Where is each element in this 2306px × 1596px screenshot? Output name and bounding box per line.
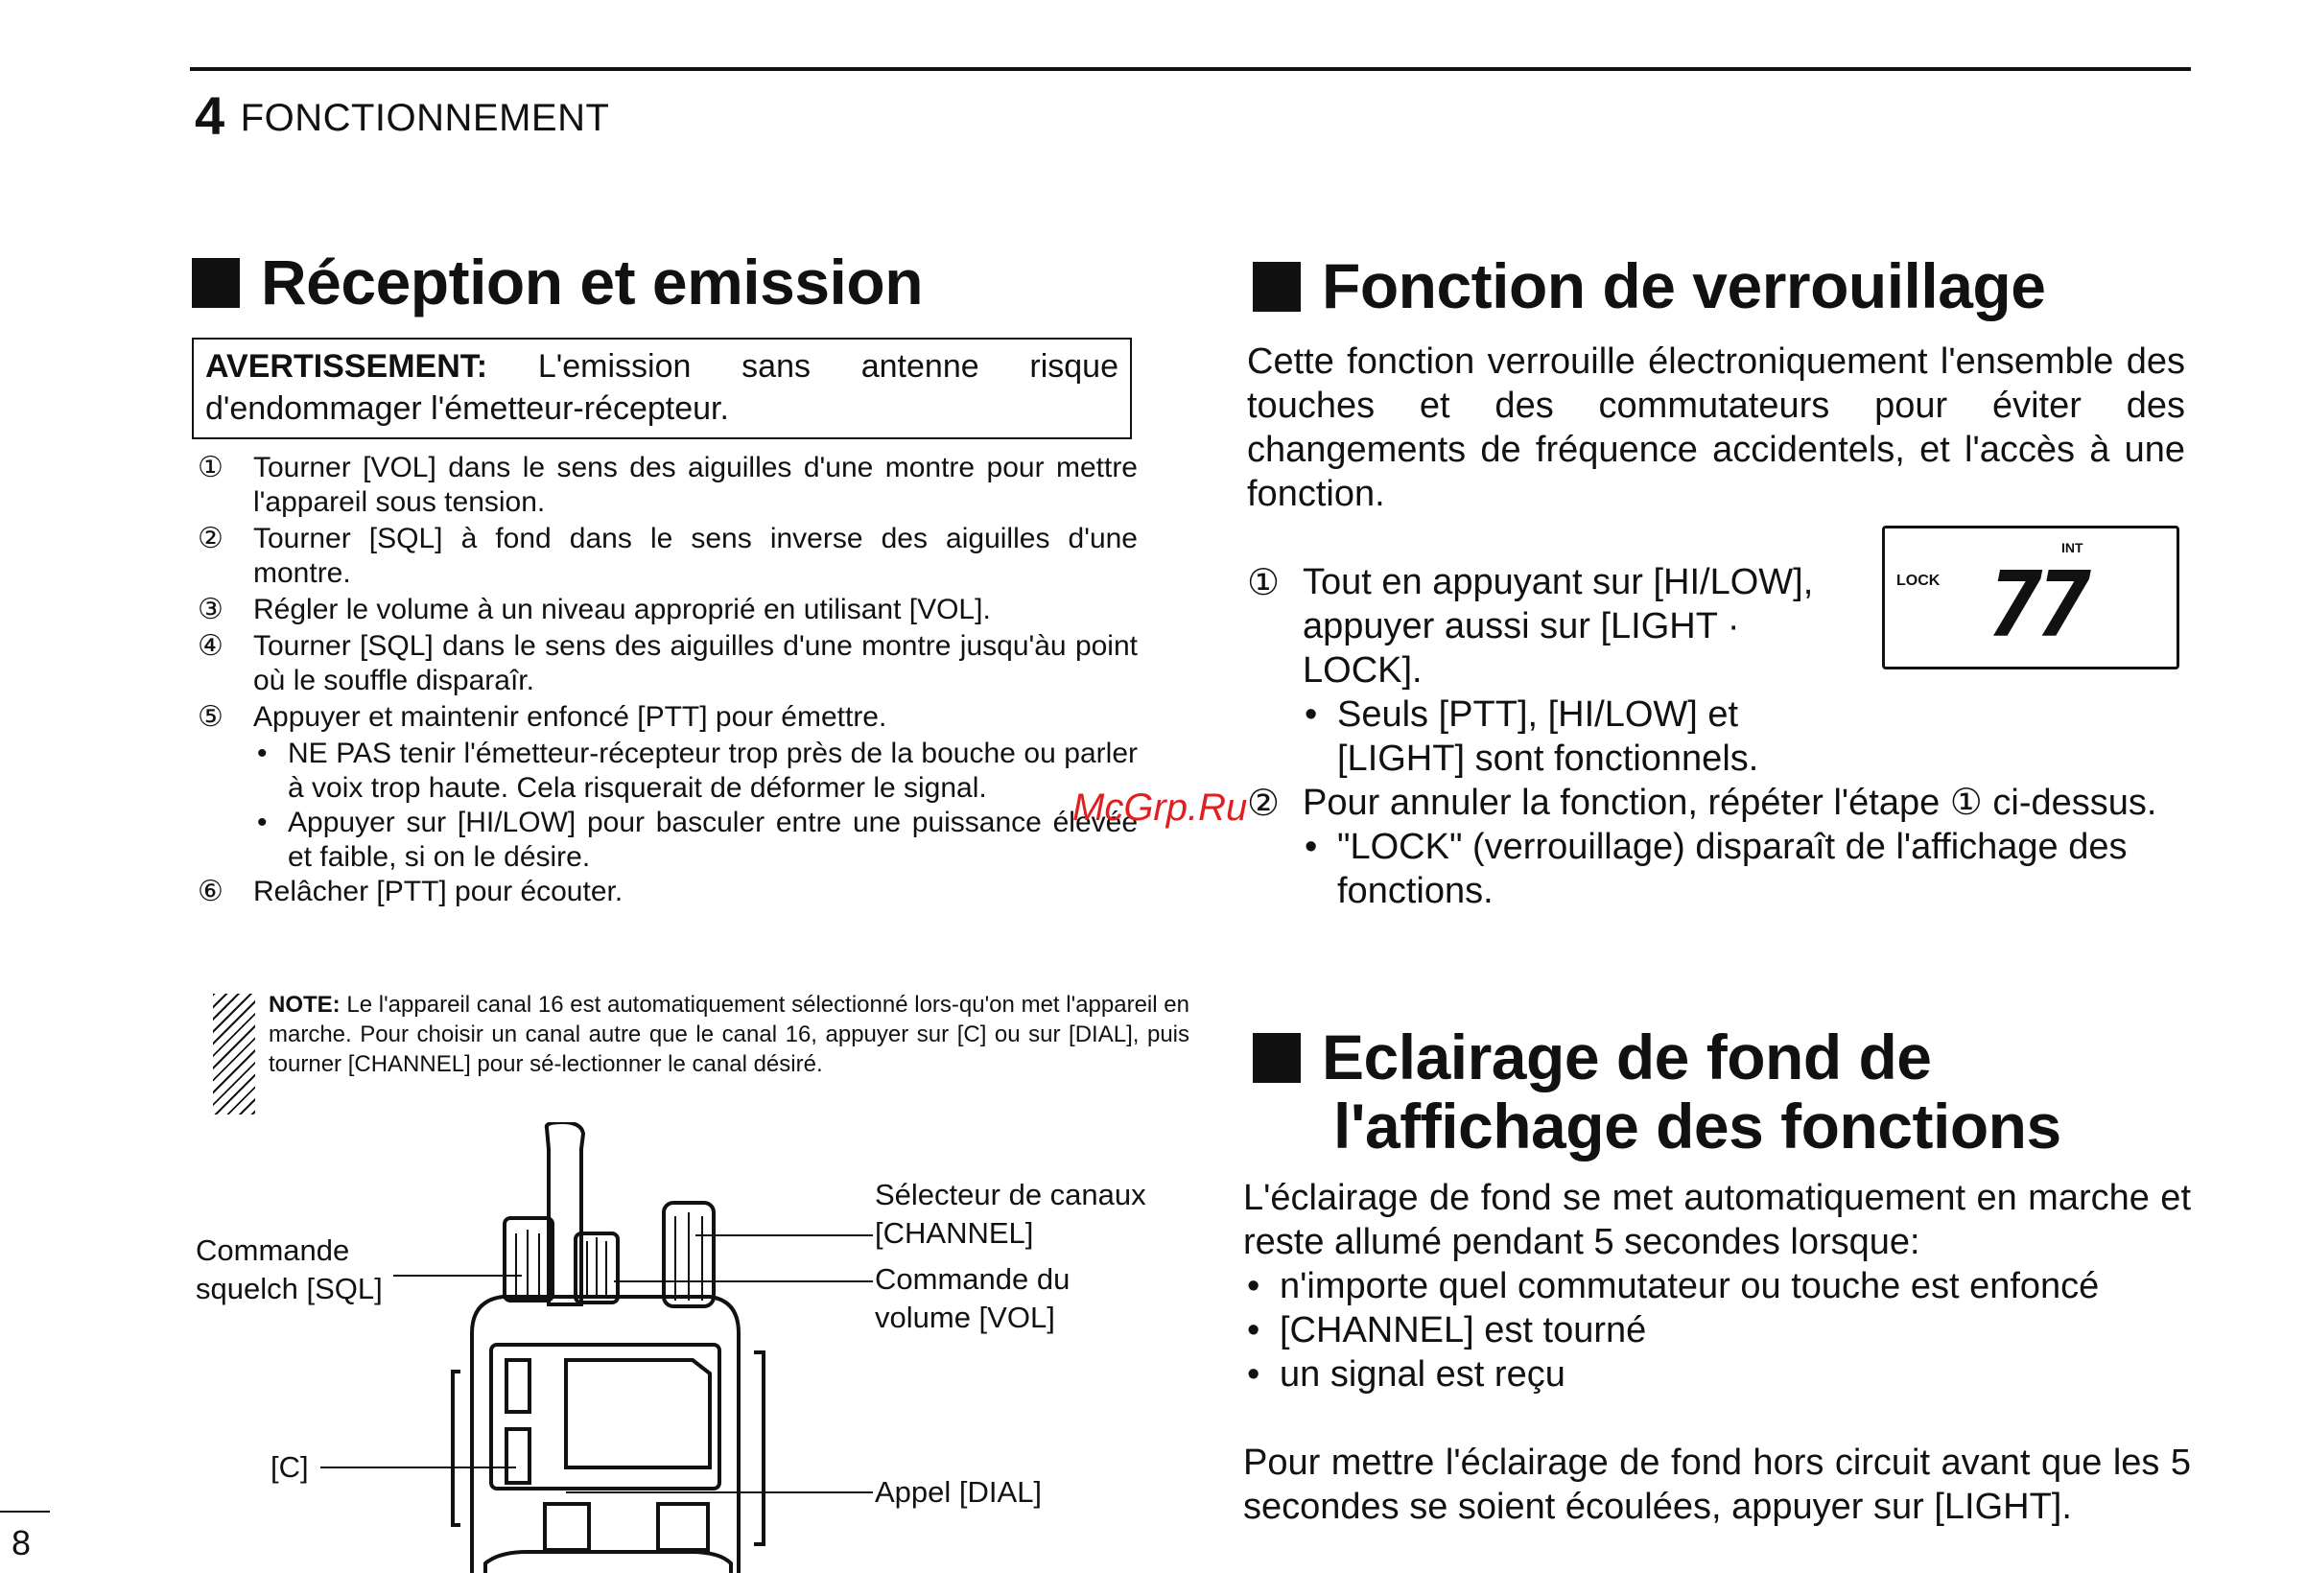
chapter-number: 4: [195, 85, 225, 146]
section-title-line2: l'affichage des fonctions: [1333, 1091, 2061, 1162]
label-dial: Appel [DIAL]: [875, 1475, 1043, 1509]
label-c: [C]: [271, 1450, 309, 1484]
list-item: • un signal est reçu: [1243, 1352, 2193, 1396]
step-text: Pour annuler la fonction, répéter l'étape ① ci-dessus.: [1303, 783, 2157, 823]
step-text: Tourner [SQL] dans le sens des aiguilles d'une montre jusqu'àu point où le souffle disparaîr.: [253, 630, 1138, 696]
lock-step-1: [1247, 560, 1840, 692]
chapter-title: FONCTIONNEMENT: [240, 97, 610, 139]
lcd-int-indicator: INT: [2061, 540, 2083, 555]
step-number: ①: [198, 451, 224, 484]
backlight-intro: L'éclairage de fond se met automatiquement en marche et reste allumé pendant 5 secondes lorsque:: [1243, 1178, 2191, 1262]
label-vol-line2: volume [VOL]: [875, 1301, 1055, 1334]
page-number: 8: [12, 1523, 32, 1562]
section-title-text: Réception et emission: [261, 246, 924, 317]
section-marker-icon: [1253, 262, 1301, 312]
step-text: Tourner [VOL] dans le sens des aiguilles d'une montre pour mettre l'appareil sous tension.: [253, 452, 1138, 518]
step-number: ②: [198, 522, 224, 555]
lock-intro: Cette fonction verrouille électroniquement l'ensemble des touches et des commutateurs pour éviter des changements de fréquence accidentels, et l'accès à une fonction.: [1247, 341, 2185, 514]
lcd-display: [1882, 526, 2179, 669]
section-marker-icon: [1253, 1033, 1301, 1083]
step-text: Régler le volume à un niveau approprié en utilisant [VOL].: [253, 594, 991, 625]
lock-step-1-bullet: • Seuls [PTT], [HI/LOW] et [LIGHT] sont fonctionnels.: [1301, 692, 1836, 781]
step-text: Relâcher [PTT] pour écouter.: [253, 876, 624, 907]
warning-text: L'emission sans antenne risque d'endommager l'émetteur-récepteur.: [205, 348, 1118, 427]
backlight-outro: Pour mettre l'éclairage de fond hors circuit avant que les 5 secondes se soient écoulées, appuyer sur [LIGHT].: [1243, 1443, 2191, 1527]
list-item: • n'importe quel commutateur ou touche est enfoncé: [1243, 1264, 2193, 1308]
note-text: Le l'appareil canal 16 est automatiquement sélectionné lors-qu'on met l'appareil en marche. Pour choisir un canal autre que le canal 16, appuyer sur [C] ou sur [DIAL], puis tourner [CHANNEL] pour sé-lectionner le canal désiré.: [269, 992, 1189, 1077]
step-number: ⑥: [198, 875, 224, 908]
step-number: ③: [198, 593, 224, 626]
step-number: ①: [1247, 561, 1281, 603]
step-5-bullet-2: • Appuyer sur [HI/LOW] pour basculer entre une puissance élevée et faible, si on le désire.: [251, 806, 1138, 875]
section-title-line1: Eclairage de fond de: [1322, 1021, 1932, 1092]
watermark: McGrp.Ru: [1072, 786, 1248, 829]
label-sql-line1: Commande: [196, 1233, 350, 1267]
label-channel-line1: Sélecteur de canaux: [875, 1178, 1146, 1211]
note-label: NOTE:: [269, 992, 341, 1018]
backlight-conditions: [1243, 1264, 2193, 1396]
step-number: ⑤: [198, 700, 224, 734]
label-sql-line2: squelch [SQL]: [196, 1272, 383, 1305]
step-number: ④: [198, 629, 224, 663]
section-title-lock: [1253, 251, 2045, 320]
lcd-lock-indicator: LOCK: [1896, 573, 1941, 589]
section-title-text: Fonction de verrouillage: [1322, 250, 2046, 321]
step-5-bullet-1: • NE PAS tenir l'émetteur-récepteur trop près de la bouche ou parler à voix trop haute. Cela risquerait de déformer le signal.: [251, 737, 1138, 806]
page-number-rule: [0, 1511, 50, 1513]
lock-step-2-bullet: • "LOCK" (verrouillage) disparaît de l'affichage des fonctions.: [1301, 825, 2153, 913]
label-channel-line2: [CHANNEL]: [875, 1216, 1034, 1250]
warning-label: AVERTISSEMENT:: [205, 348, 488, 385]
lcd-channel-digits: 77: [1988, 553, 2086, 658]
label-vol-line1: Commande du: [875, 1262, 1071, 1296]
section-title-backlight: [1253, 1022, 2061, 1161]
step-text: Tourner [SQL] à fond dans le sens inverse des aiguilles d'une montre.: [253, 523, 1138, 589]
step-text: Appuyer et maintenir enfoncé [PTT] pour émettre.: [253, 701, 887, 733]
step-number: ②: [1247, 782, 1281, 824]
step-text: Tout en appuyant sur [HI/LOW], appuyer aussi sur [LIGHT · LOCK].: [1303, 562, 1814, 691]
list-item: • [CHANNEL] est tourné: [1243, 1308, 2193, 1352]
lock-step-2: [1247, 781, 2166, 825]
